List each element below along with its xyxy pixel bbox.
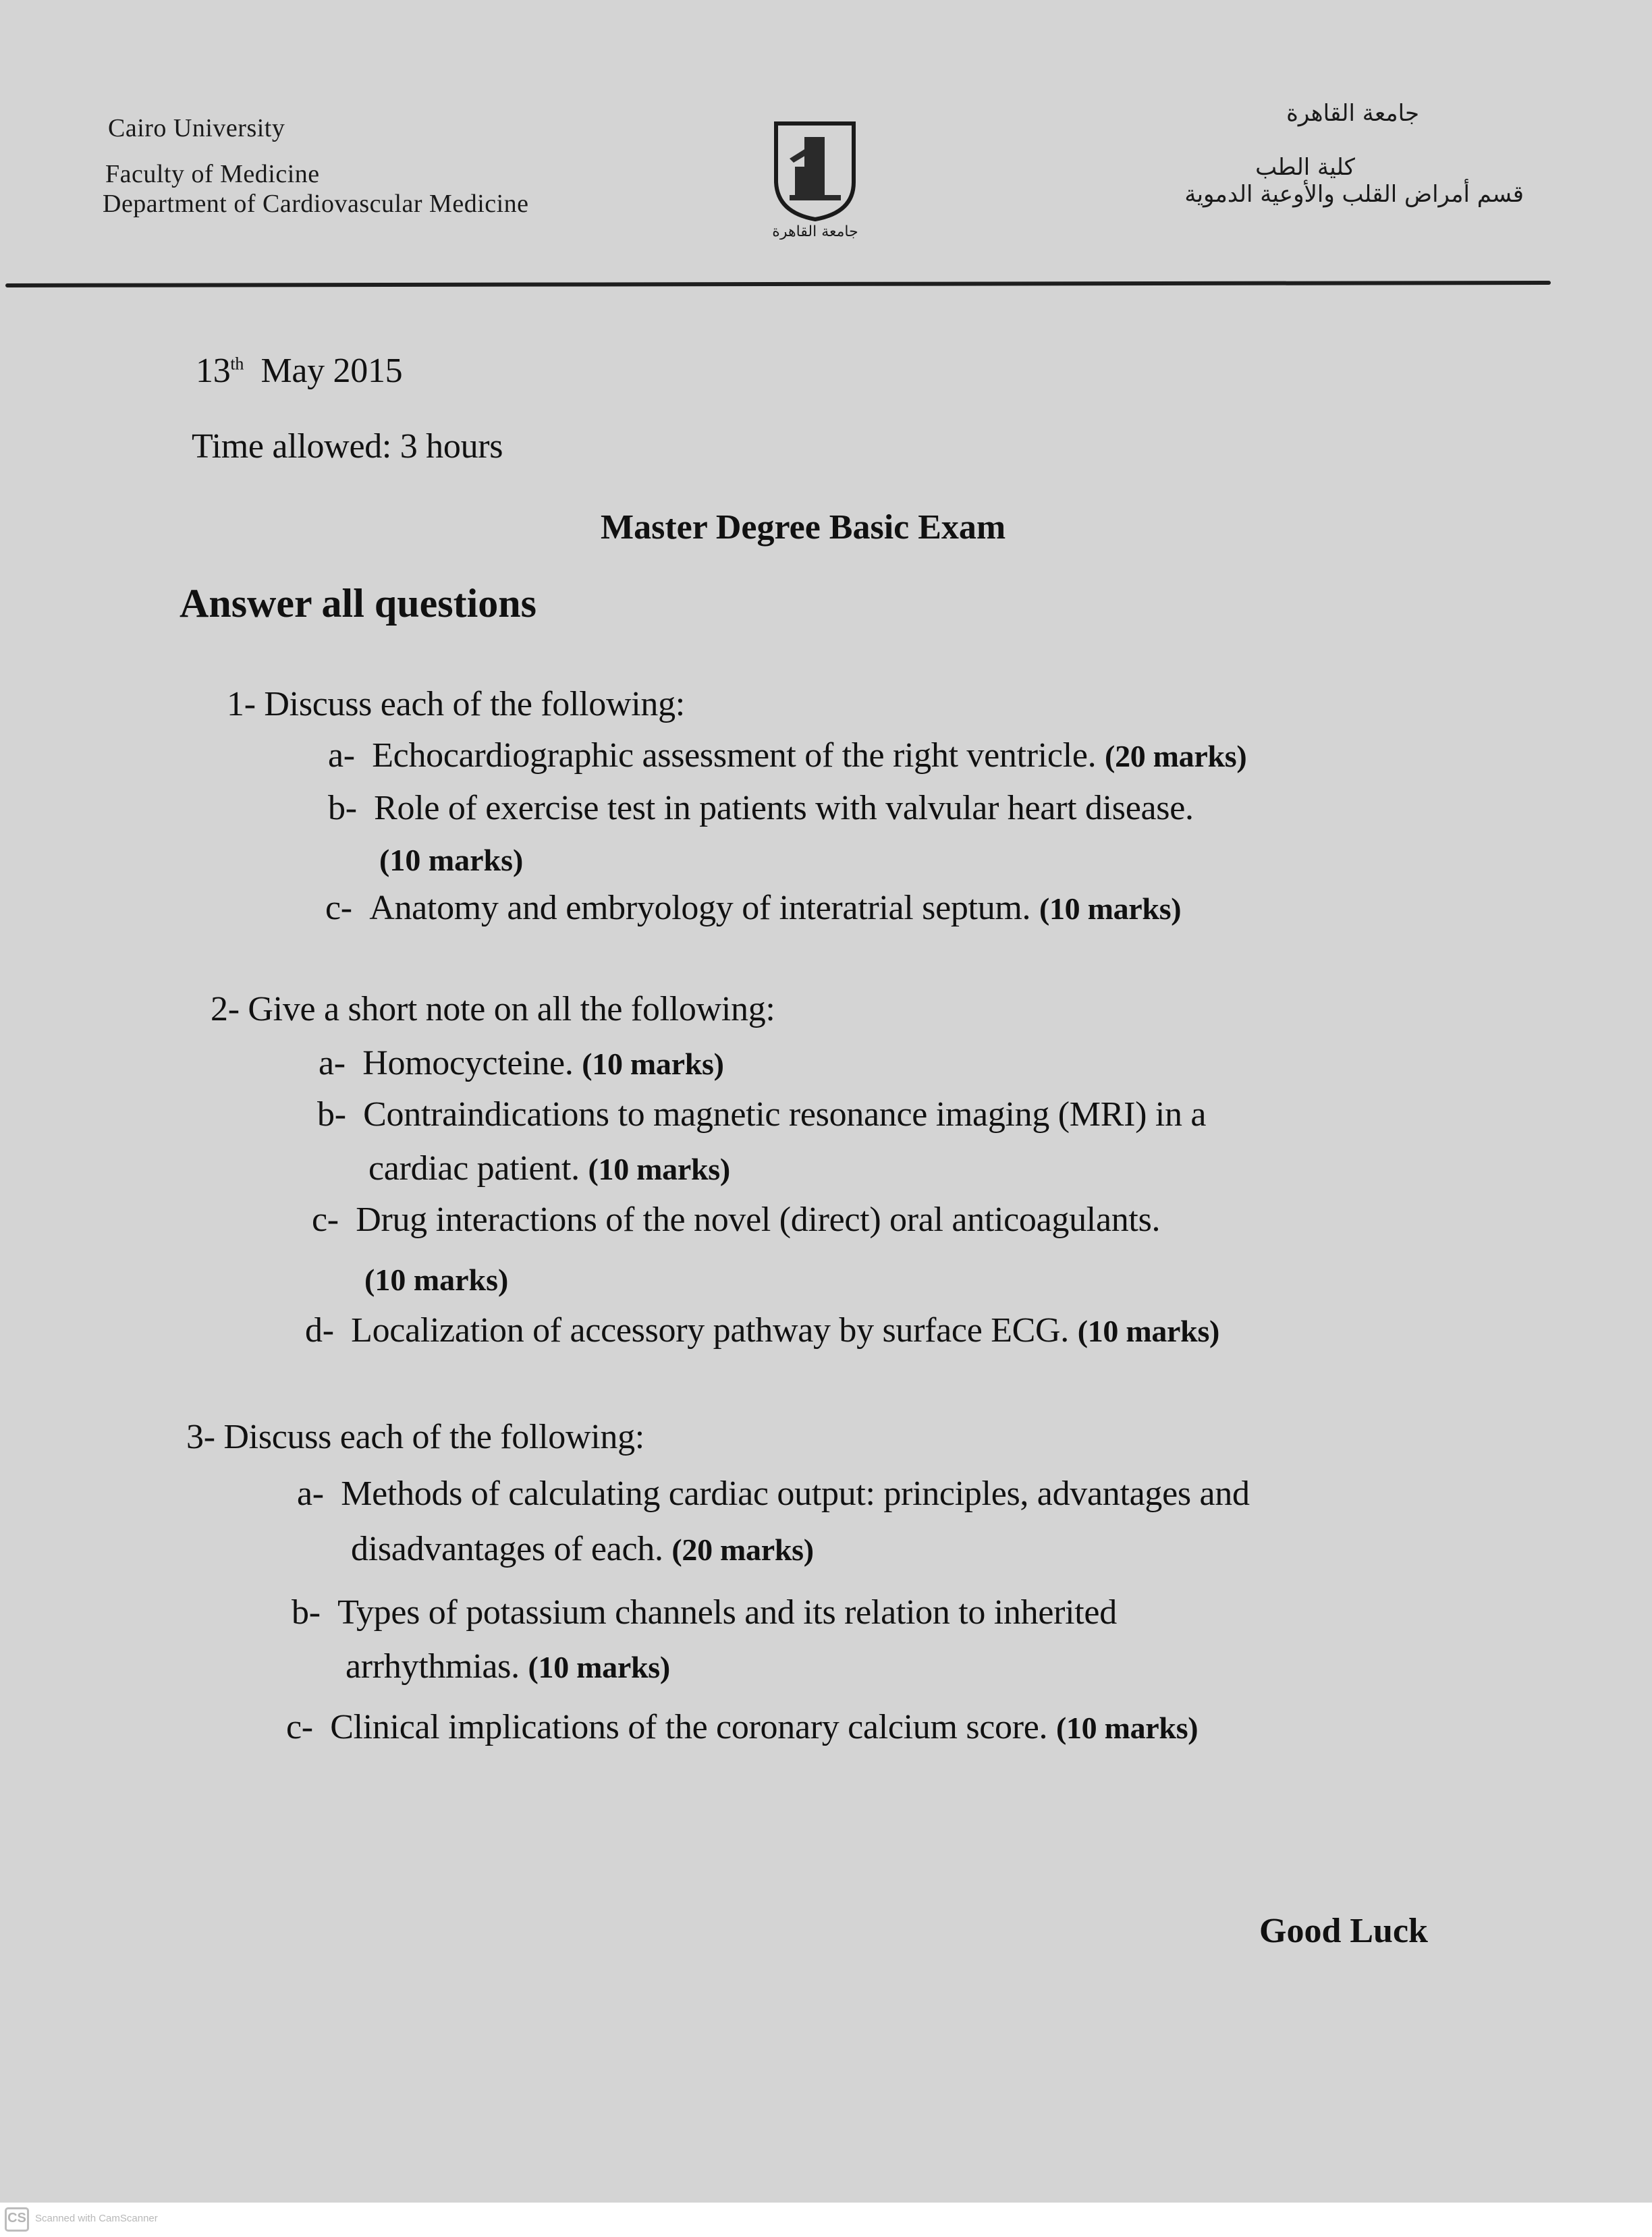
question-item: a- Methods of calculating cardiac output: principles, advantages and bbox=[297, 1474, 1250, 1513]
question-item: d- Localization of accessory pathway by surface ECG. (10 marks) bbox=[305, 1311, 1220, 1350]
exam-instruction: Answer all questions bbox=[180, 581, 536, 626]
question-item: c- Clinical implications of the coronary calcium score. (10 marks) bbox=[286, 1708, 1199, 1746]
question-marks: (10 marks) bbox=[364, 1263, 509, 1297]
question-item-continued: disadvantages of each. (20 marks) bbox=[351, 1530, 814, 1568]
question-item: b- Role of exercise test in patients with valvular heart disease. bbox=[328, 789, 1194, 827]
question-item: a- Homocycteine. (10 marks) bbox=[319, 1044, 724, 1082]
question-marks: (10 marks) bbox=[379, 843, 524, 877]
question-item: b- Contraindications to magnetic resonance imaging (MRI) in a bbox=[317, 1095, 1207, 1134]
scanner-watermark: Scanned with CamScanner bbox=[35, 2213, 158, 2224]
question-item-continued: arrhythmias. (10 marks) bbox=[346, 1647, 670, 1686]
university-name-arabic: جامعة القاهرة bbox=[1286, 100, 1419, 127]
header-divider bbox=[5, 281, 1551, 287]
question-item-continued: cardiac patient. (10 marks) bbox=[368, 1149, 730, 1188]
exam-date: 13th May 2015 bbox=[196, 352, 403, 390]
department-name: Department of Cardiovascular Medicine bbox=[103, 190, 529, 218]
department-name-arabic: قسم أمراض القلب والأوعية الدموية bbox=[1184, 181, 1524, 208]
svg-text:جامعة القاهرة: جامعة القاهرة bbox=[772, 223, 858, 240]
faculty-name-arabic: كلية الطب bbox=[1255, 154, 1355, 181]
question-item: c- Drug interactions of the novel (direct) oral anticoagulants. bbox=[312, 1200, 1161, 1239]
scanner-footer bbox=[0, 2203, 1652, 2237]
question-item: b- Types of potassium channels and its relation to inherited bbox=[292, 1593, 1117, 1632]
closing-text: Good Luck bbox=[1259, 1912, 1428, 1950]
question-heading: 2- Give a short note on all the following: bbox=[211, 990, 775, 1028]
faculty-name: Faculty of Medicine bbox=[105, 160, 320, 188]
exam-title: Master Degree Basic Exam bbox=[601, 508, 1006, 547]
camscanner-logo-icon: CS bbox=[5, 2207, 29, 2232]
question-heading: 1- Discuss each of the following: bbox=[227, 685, 685, 723]
time-allowed: Time allowed: 3 hours bbox=[192, 427, 503, 466]
question-heading: 3- Discuss each of the following: bbox=[186, 1418, 644, 1456]
cairo-university-crest-icon bbox=[769, 118, 864, 240]
question-item: a- Echocardiographic assessment of the right ventricle. (20 marks) bbox=[328, 736, 1247, 775]
university-name: Cairo University bbox=[108, 114, 285, 142]
question-item: c- Anatomy and embryology of interatrial septum. (10 marks) bbox=[325, 889, 1182, 927]
